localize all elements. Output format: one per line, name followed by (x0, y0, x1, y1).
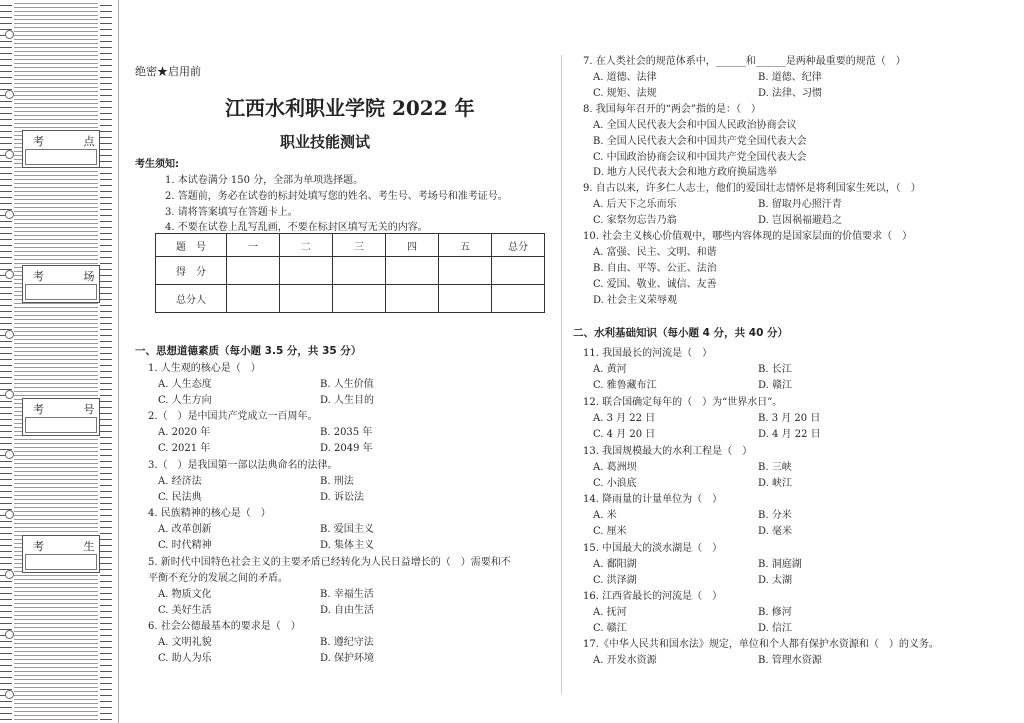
option[interactable]: C. 人生方向 (158, 395, 212, 406)
punch-holes (5, 0, 13, 723)
option[interactable]: B. 刑法 (320, 476, 354, 487)
score-row (156, 257, 545, 285)
question: 3.（ ）是我国第一部以法典命名的法律。 (148, 460, 338, 471)
option[interactable]: A. 开发水资源 (593, 655, 657, 666)
section1-heading: 一、思想道德素质（每小题 3.5 分，共 35 分） (135, 345, 362, 357)
score-header: 一 (227, 234, 280, 257)
option[interactable]: A. 文明礼貌 (158, 637, 212, 648)
option[interactable]: B. 洞庭湖 (758, 559, 802, 570)
score-row (156, 285, 545, 313)
score-row-label: 总分人 (156, 285, 227, 313)
option[interactable]: A. 米 (593, 510, 617, 521)
option[interactable]: C. 4 月 20 日 (593, 429, 656, 440)
option[interactable]: B. 管理水资源 (758, 655, 822, 666)
option[interactable]: C. 小浪底 (593, 478, 637, 489)
question: 15. 中国最大的淡水湖是（ ） (583, 543, 723, 554)
question: 14. 降雨量的计量单位为（ ） (583, 494, 723, 505)
perforation-rail-right (100, 0, 112, 723)
score-header: 五 (439, 234, 492, 257)
score-header: 题 号 (156, 234, 227, 257)
option[interactable]: A. 2020 年 (158, 427, 211, 438)
question: 9. 自古以来，许多仁人志士，他们的爱国壮志情怀是将利国家生死以，（ ） (583, 183, 921, 194)
score-cell[interactable] (333, 257, 386, 285)
page-edge-mask (515, 694, 640, 723)
question: 13. 我国规模最大的水利工程是（ ） (583, 446, 753, 457)
question: 6. 社会公德最基本的要求是（ ） (148, 621, 301, 632)
question-continued: 平衡不充分的发展之间的矛盾。 (148, 573, 288, 584)
score-header: 总分 (492, 234, 545, 257)
option[interactable]: B. 长江 (758, 364, 792, 375)
option[interactable]: A. 后天下之乐而乐 (593, 199, 677, 210)
question: 16. 江西省最长的河流是（ ） (583, 591, 723, 602)
option[interactable]: B. 幸福生活 (320, 589, 374, 600)
option[interactable]: D. 人生目的 (320, 395, 375, 406)
option[interactable]: D. 2049 年 (320, 443, 373, 454)
exam-site-field: 考 点 (22, 130, 100, 168)
option[interactable]: B. 2035 年 (320, 427, 373, 438)
score-cell[interactable] (227, 257, 280, 285)
score-cell[interactable] (280, 257, 333, 285)
option[interactable]: D. 毫米 (758, 526, 793, 537)
option[interactable]: D. 赣江 (758, 380, 793, 391)
notice-item: 3. 请将答案填写在答题卡上。 (165, 207, 298, 218)
option[interactable]: D. 诉讼法 (320, 492, 365, 503)
score-cell[interactable] (333, 285, 386, 313)
option[interactable]: A. 道德、法律 (593, 72, 657, 83)
option[interactable]: C. 时代精神 (158, 540, 212, 551)
right-column (568, 0, 1008, 723)
option[interactable]: D. 自由生活 (320, 605, 375, 616)
score-cell[interactable] (439, 257, 492, 285)
question: 17.《中华人民共和国水法》规定，单位和个人都有保护水资源和（ ）的义务。 (583, 639, 939, 650)
option[interactable]: D. 4 月 22 日 (758, 429, 821, 440)
score-cell[interactable] (439, 285, 492, 313)
option[interactable]: B. 三峡 (758, 462, 792, 473)
option[interactable]: A. 抚河 (593, 607, 627, 618)
option[interactable]: D. 太湖 (758, 575, 793, 586)
option[interactable]: C. 爱国、敬业、诚信、友善 (593, 279, 717, 290)
notice-heading: 考生须知: (135, 159, 179, 170)
question: 7. 在人类社会的规范体系中，______和______是两种最重要的规范（ ） (583, 56, 906, 67)
column-divider (561, 55, 562, 695)
option[interactable]: D. 社会主义荣辱观 (593, 295, 678, 306)
option[interactable]: A. 经济法 (158, 476, 202, 487)
score-cell[interactable] (280, 285, 333, 313)
exam-title: 江西水利职业学院 2022 年 (225, 96, 475, 120)
question: 1. 人生观的核心是（ ） (148, 363, 261, 374)
notice-item: 2. 答题前，务必在试卷的标封处填写您的姓名、考生号、考场号和准考证号。 (165, 191, 508, 202)
question: 12. 联合国确定每年的（ ）为“世界水日”。 (583, 397, 783, 408)
left-column (130, 0, 560, 723)
option[interactable]: C. 家祭勿忘告乃翁 (593, 215, 677, 226)
option[interactable]: C. 厘米 (593, 526, 627, 537)
option[interactable]: A. 物质文化 (158, 589, 212, 600)
option[interactable]: D. 保护环境 (320, 653, 375, 664)
question: 11. 我国最长的河流是（ ） (583, 348, 713, 359)
option[interactable]: A. 改革创新 (158, 524, 212, 535)
notice-item: 4. 不要在试卷上乱写乱画，不要在标封区填写无关的内容。 (165, 222, 428, 233)
score-header-row (156, 234, 545, 257)
option[interactable]: C. 2021 年 (158, 443, 211, 454)
question: 8. 我国每年召开的“两会”指的是：（ ） (583, 104, 761, 115)
option[interactable]: B. 全国人民代表大会和中国共产党全国代表大会 (593, 136, 807, 147)
option[interactable]: B. 人生价值 (320, 379, 374, 390)
score-cell[interactable] (386, 285, 439, 313)
score-header: 三 (333, 234, 386, 257)
binding-strip (0, 0, 125, 723)
option[interactable]: C. 中国政治协商会议和中国共产党全国代表大会 (593, 152, 807, 163)
score-row-label: 得 分 (156, 257, 227, 285)
option[interactable]: B. 爱国主义 (320, 524, 374, 535)
option[interactable]: B. 修河 (758, 607, 792, 618)
option[interactable]: B. 遵纪守法 (320, 637, 374, 648)
option[interactable]: C. 民法典 (158, 492, 202, 503)
option[interactable]: B. 留取丹心照汗青 (758, 199, 842, 210)
score-cell[interactable] (386, 257, 439, 285)
question: 5. 新时代中国特色社会主义的主要矛盾已经转化为人民日益增长的（ ）需要和不 (148, 557, 511, 568)
score-cell[interactable] (492, 257, 545, 285)
option[interactable]: C. 洪泽湖 (593, 575, 637, 586)
binding-rule (118, 0, 119, 723)
option[interactable]: D. 岂因祸福避趋之 (758, 215, 843, 226)
score-header: 四 (386, 234, 439, 257)
examinee-field: 考 生 (22, 535, 100, 573)
exam-subtitle: 职业技能测试 (280, 133, 371, 151)
option[interactable]: A. 3 月 22 日 (593, 413, 656, 424)
notice-item: 1. 本试卷满分 150 分，全部为单项选择题。 (165, 175, 364, 186)
option[interactable]: B. 自由、平等、公正、法治 (593, 263, 717, 274)
option[interactable]: A. 黄河 (593, 364, 627, 375)
score-cell[interactable] (492, 285, 545, 313)
seal-lines (14, 0, 98, 723)
option[interactable]: B. 分米 (758, 510, 792, 521)
option[interactable]: D. 地方人民代表大会和地方政府换届选举 (593, 167, 778, 178)
secret-mark: 绝密★启用前 (135, 65, 201, 78)
score-header: 二 (280, 234, 333, 257)
option[interactable]: D. 集体主义 (320, 540, 375, 551)
option[interactable]: C. 助人为乐 (158, 653, 212, 664)
option[interactable]: D. 信江 (758, 623, 793, 634)
question: 2.（ ）是中国共产党成立一百周年。 (148, 411, 318, 422)
option[interactable]: A. 富强、民主、文明、和谐 (593, 247, 717, 258)
option[interactable]: B. 道德、纪律 (758, 72, 822, 83)
section2-heading: 二、水利基础知识（每小题 4 分，共 40 分） (573, 327, 789, 339)
score-cell[interactable] (227, 285, 280, 313)
option[interactable]: C. 美好生活 (158, 605, 212, 616)
option[interactable]: C. 赣江 (593, 623, 627, 634)
option[interactable]: D. 法律、习惯 (758, 88, 823, 99)
option[interactable]: A. 全国人民代表大会和中国人民政治协商会议 (593, 120, 797, 131)
question: 4. 民族精神的核心是（ ） (148, 508, 271, 519)
option[interactable]: C. 规矩、法规 (593, 88, 657, 99)
question: 10. 社会主义核心价值观中，哪些内容体现的是国家层面的价值要求（ ） (583, 231, 913, 242)
score-table (155, 233, 545, 313)
exam-number-field: 考 号 (22, 398, 100, 436)
option[interactable]: A. 人生态度 (158, 379, 212, 390)
option[interactable]: B. 3 月 20 日 (758, 413, 821, 424)
option[interactable]: A. 鄱阳湖 (593, 559, 637, 570)
option[interactable]: A. 葛洲坝 (593, 462, 637, 473)
option[interactable]: D. 峡江 (758, 478, 793, 489)
exam-room-field: 考 场 (22, 265, 100, 303)
option[interactable]: C. 雅鲁藏布江 (593, 380, 657, 391)
